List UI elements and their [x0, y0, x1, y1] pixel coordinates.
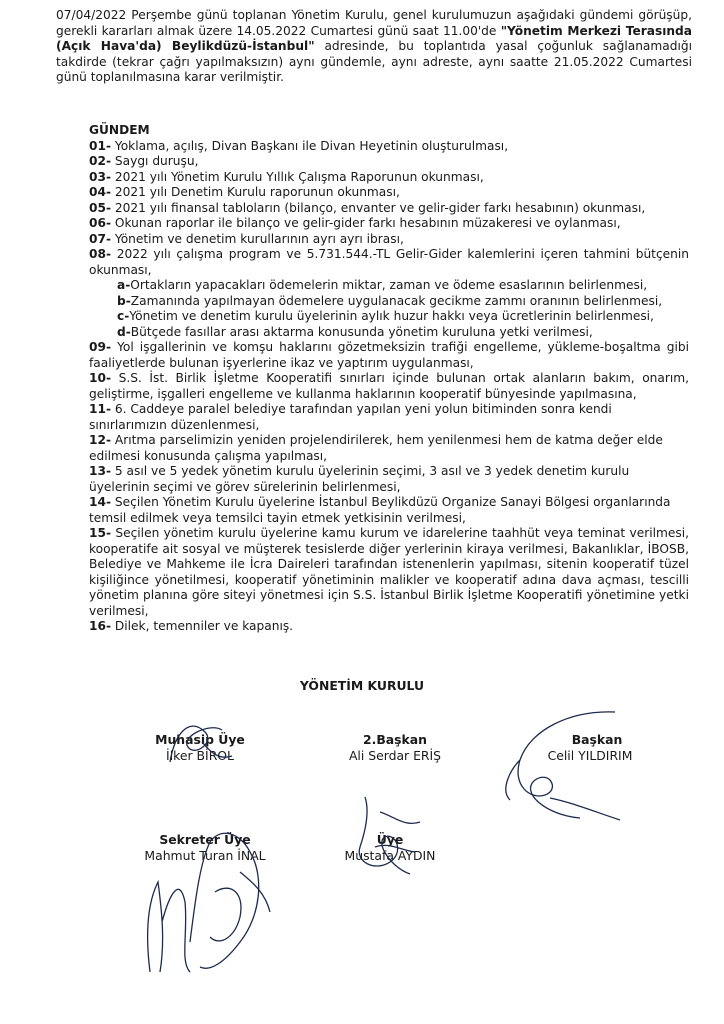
signature-block-sekreter	[120, 832, 290, 864]
agenda-item: 16- Dilek, temenniler ve kapanış.	[89, 619, 294, 633]
signatory-role: 2.Başkan	[363, 732, 427, 747]
agenda	[89, 123, 689, 635]
signature-block-uye	[320, 832, 460, 864]
signature-scribble-baskan	[490, 700, 640, 830]
intro-text-2: adresinde, bu toplantıda yasal çoğunluk sağlanamadığı takdirde (tekrar çağrı yapılmaksızın) aynı gündemle, aynı adreste, aynı saatte 21.05.2022 Cumartesi günü toplanılmasına karar verilmiştir.	[56, 39, 692, 85]
agenda-item: 04- 2021 yılı Denetim Kurulu raporunun okunması,	[89, 185, 400, 199]
agenda-item: 02- Saygı duruşu,	[89, 154, 199, 168]
signatory-name: İlker BİROL	[166, 748, 234, 763]
agenda-item: 14- Seçilen Yönetim Kurulu üyelerine İstanbul Beylikdüzü Organize Sanayi Bölgesi organlarında temsil edilmek veya temsilci tayin etmek yetkisinin verilmesi,	[89, 495, 671, 525]
signatory-role: Sekreter Üye	[159, 832, 251, 847]
agenda-item: 13- 5 asıl ve 5 yedek yönetim kurulu üyelerinin seçimi, 3 asıl ve 3 yedek denetim kurulu üyelerinin seçimi ve görev sürelerinin belirlenmesi,	[89, 464, 630, 494]
agenda-subitem: b-Zamanında yapılmayan ödemelere uygulanacak gecikme zammı oranının belirlenmesi,	[117, 293, 663, 308]
agenda-item: 08- 2022 yılı çalışma program ve 5.731.544.-TL Gelir-Gider kalemlerini içeren tahmini bütçenin okunması,	[89, 247, 689, 277]
signature-block-2-baskan	[315, 732, 475, 764]
agenda-item: 01- Yoklama, açılış, Divan Başkanı ile Divan Heyetinin oluşturulması,	[89, 138, 509, 153]
board-title: YÖNETİM KURULU	[299, 678, 425, 693]
intro-text-1: 07/04/2022 Perşembe günü toplanan Yönetim Kurulu, genel kurulumuzun aşağıdaki gündemi görüşüp, gerekli kararları almak üzere 14.05.2022 Cumartesi günü saat 11.00'de	[56, 8, 692, 38]
signatory-role: Muhasip Üye	[155, 732, 245, 747]
agenda-item: 15- Seçilen yönetim kurulu üyelerine kamu kurum ve idarelerine taahhüt veya teminat verilmesi, kooperatife ait sosyal ve müşterek tesislerde diğer yerlerinin kiraya verilmesi, Bakanlıklar, İBOSB, Belediye ve Mahkeme ile İcra Daireleri tarafından istenenlerin yapılması, sitenin kooperatif tüzel kişiliğince yönetilmesi, kooperatif yönetiminin malikler ve kooperatif adına dava açması, tescilli yönetim planına göre siteyi yönetmesi için S.S. İstanbul Birlik İşletme Kooperatifi yönetimine yetki verilmesi,	[89, 526, 689, 618]
agenda-title: GÜNDEM	[89, 123, 150, 137]
signatory-name: Ali Serdar ERİŞ	[348, 748, 442, 763]
agenda-subitem: a-Ortakların yapacakları ödemelerin miktar, zaman ve ödeme esaslarının belirlenmesi,	[117, 278, 648, 292]
signatory-role: Üye	[376, 832, 404, 847]
signature-block-muhasip	[130, 732, 270, 764]
agenda-item: 06- Okunan raporlar ile bilanço ve gelir-gider farkı hesabının müzakeresi ve oylanması,	[89, 216, 621, 230]
agenda-item: 11- 6. Caddeye paralel belediye tarafından yapılan yeni yolun bitiminden sonra kendi sınırlarımızın düzenlenmesi,	[89, 402, 612, 432]
intro-venue: "Yönetim Merkezi Terasında (Açık Hava'da) Beylikdüzü-İstanbul"	[56, 23, 692, 54]
agenda-item: 09- Yol işgallerinin ve komşu haklarını gözetmeksizin trafiği engelleme, yükleme-boşaltma gibi faaliyetlerde bulunan işyerlerine ikaz ve yaptırım uygulanması,	[89, 340, 689, 370]
intro-paragraph	[56, 8, 692, 86]
agenda-item: 10- S.S. İst. Birlik İşletme Kooperatifi sınırları içinde bulunan ortak alanların bakım, onarım, geliştirme, işgalleri engelleme ve kullanma haklarının kooperatif bünyesinde yapılmasına,	[89, 371, 689, 401]
agenda-item: 03- 2021 yılı Yönetim Kurulu Yıllık Çalışma Raporunun okunması,	[89, 169, 484, 184]
signatory-role: Başkan	[571, 732, 623, 747]
agenda-subitem: d-Bütçede fasıllar arası aktarma konusunda yönetim kuruluna yetki verilmesi,	[117, 324, 593, 339]
signatory-name: Mahmut Turan İNAL	[144, 848, 266, 863]
agenda-item: 12- Arıtma parselimizin yeniden projelendirilerek, hem yenilenmesi hem de katma değer elde edilmesi konusunda çalışma yapılması,	[89, 433, 663, 463]
agenda-item: 07- Yönetim ve denetim kurullarının ayrı ayrı ibrası,	[89, 231, 404, 246]
signatory-name: Mustafa AYDIN	[344, 848, 436, 863]
signatory-name: Celil YILDIRIM	[547, 748, 633, 763]
agenda-item: 05- 2021 yılı finansal tabloların (bilanço, envanter ve gelir-gider farkı hesabının) okunması,	[89, 200, 646, 215]
agenda-subitem: c-Yönetim ve denetim kurulu üyelerinin aylık huzur hakkı veya ücretlerinin belirlenmesi,	[117, 309, 654, 323]
signature-block-baskan	[515, 732, 665, 764]
